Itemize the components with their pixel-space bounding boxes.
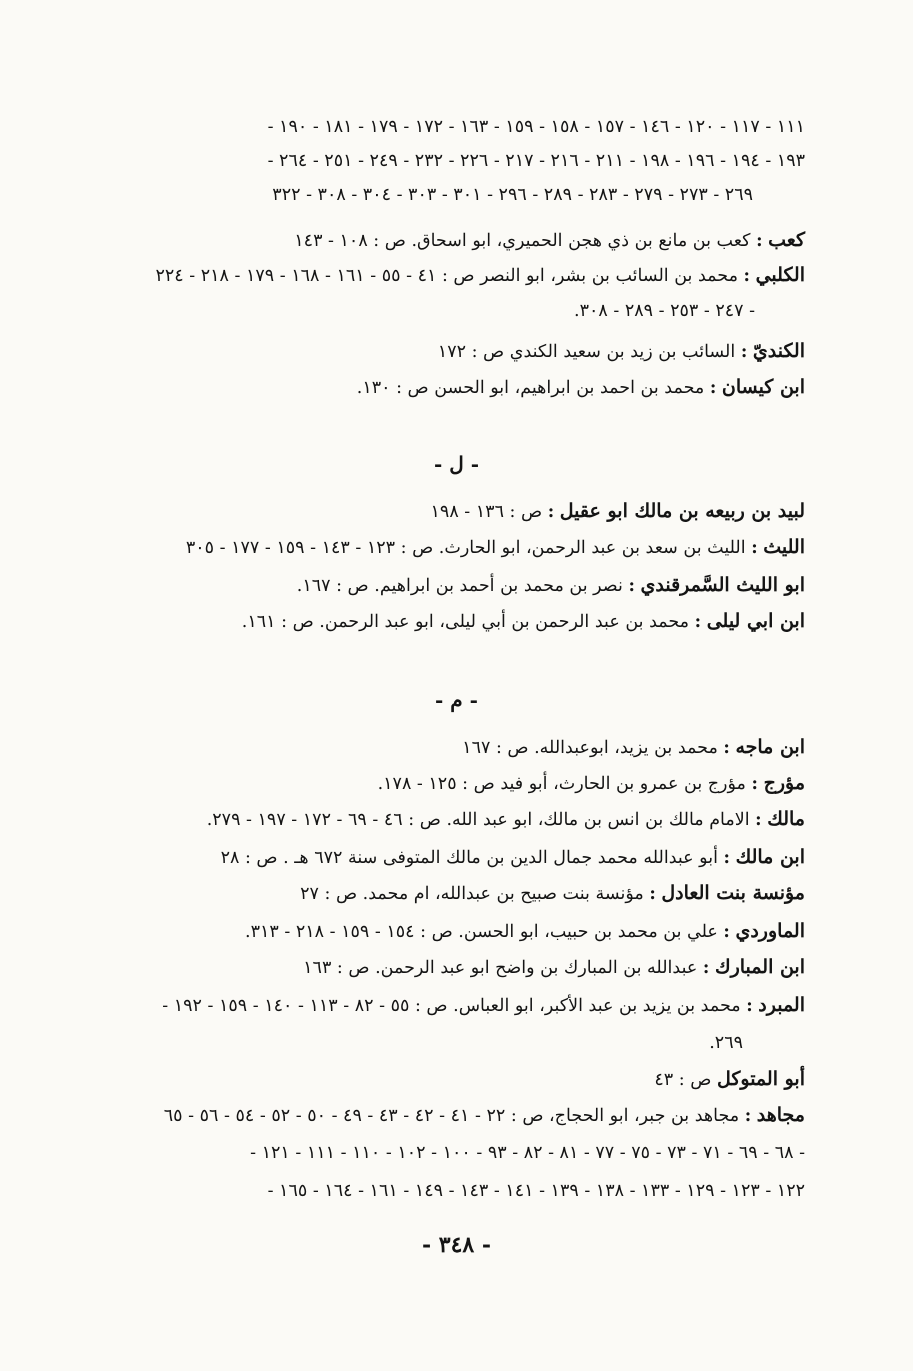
entry-separator: :: [709, 378, 717, 398]
entry-separator: :: [744, 1106, 752, 1126]
page-refs: - ٦٨ - ٦٩ - ٧١ - ٧٣ - ٧٥ - ٧٧ - ٨١ - ٨٢ - ٩٣ - ١٠٠ - ١٠٢ - ١١٠ - ١١١ - ١٢١ -: [250, 1143, 805, 1163]
entry-separator: :: [723, 738, 730, 758]
index-entry: [378, 770, 805, 797]
index-entry: [245, 918, 805, 945]
section-heading-mim: - م -: [435, 688, 478, 712]
entry-text: مجاهد بن جبر، ابو الحجاج، ص : ٢٢ - ٤١ - ٤٢ - ٤٣ - ٤٩ - ٥٠ - ٥٢ - ٥٤ - ٥٦ - ٦٥: [163, 1106, 740, 1126]
entry-text: محمد بن السائب بن بشر، ابو النصر ص : ٤١ - ٥٥ - ١٦١ - ١٦٨ - ١٧٩ - ٢١٨ - ٢٢٤: [155, 266, 738, 286]
index-line: [268, 114, 805, 140]
index-line: [709, 1030, 743, 1056]
index-line: [272, 182, 753, 208]
entry-name: مؤنسة بنت العادل: [661, 882, 805, 904]
entry-name: ابن المبارك: [714, 956, 805, 978]
entry-name: لبيد بن ربيعه بن مالك ابو عقيل: [559, 500, 805, 522]
entry-name: ابن ماجه: [735, 736, 805, 758]
entry-name: ابن ابي ليلى: [706, 610, 805, 632]
entry-separator: :: [723, 848, 730, 868]
entry-separator: :: [628, 576, 635, 596]
entry-separator: :: [547, 502, 555, 522]
entry-text: محمد بن عبد الرحمن بن أبي ليلى، ابو عبد الرحمن. ص : ١٦١.: [241, 612, 690, 632]
entry-text: نصر بن محمد بن أحمد بن ابراهيم. ص : ١٦٧.: [296, 576, 623, 596]
index-entry: [162, 992, 805, 1019]
entry-text: الامام مالك بن انس بن مالك، ابو عبد الله. ص : ٤٦ - ٦٩ - ١٧٢ - ١٩٧ - ٢٧٩.: [206, 810, 750, 830]
entry-separator: :: [723, 922, 730, 942]
entry-separator: :: [755, 810, 762, 830]
entry-separator: :: [740, 342, 748, 362]
page-number: - ٣٤٨ -: [421, 1232, 492, 1258]
index-entry: [164, 1102, 805, 1129]
index-entry: [431, 498, 805, 525]
index-entry: [654, 1066, 805, 1093]
entry-text: أبو عبدالله محمد جمال الدين بن مالك المتوفى سنة ٦٧٢ هـ . ص : ٢٨: [220, 848, 718, 868]
index-entry: [294, 227, 805, 254]
entry-separator: :: [746, 996, 753, 1016]
entry-name: كعب: [768, 229, 805, 251]
page-refs: ١٢٢ - ١٢٣ - ١٢٩ - ١٣٣ - ١٣٨ - ١٣٩ - ١٤١ - ١٤٣ - ١٤٩ - ١٦١ - ١٦٤ - ١٦٥ -: [267, 1181, 805, 1201]
index-entry: [186, 534, 805, 561]
entry-separator: :: [702, 958, 710, 978]
entry-name: مؤرج: [763, 772, 805, 794]
entry-text: علي بن محمد بن حبيب، ابو الحسن. ص : ١٥٤ - ١٥٩ - ٢١٨ - ٣١٣.: [245, 922, 718, 942]
section-heading-lam: - ل -: [433, 452, 480, 476]
entry-name: المبرد: [758, 994, 805, 1016]
entry-name: الكلبي: [755, 264, 805, 286]
index-entry: [303, 954, 805, 981]
entry-text: محمد بن يزيد، ابوعبدالله. ص : ١٦٧: [462, 738, 718, 758]
entry-separator: :: [751, 774, 758, 794]
entry-separator: :: [694, 612, 702, 632]
index-entry: [207, 806, 805, 833]
page-refs: ٢٦٩.: [709, 1033, 743, 1053]
entry-name: الليث: [763, 536, 805, 558]
entry-text: الليث بن سعد بن عبد الرحمن، ابو الحارث. ص : ١٢٣ - ١٤٣ - ١٥٩ - ١٧٧ - ٣٠٥: [185, 538, 746, 558]
index-entry: [462, 734, 805, 761]
entry-name: الكنديّ: [752, 340, 805, 362]
entry-name: ابو الليث السَّمرقندي: [640, 574, 805, 596]
index-entry: [438, 338, 805, 365]
entry-separator: :: [649, 884, 656, 904]
entry-separator: :: [743, 266, 750, 286]
index-line: [268, 1178, 805, 1204]
entry-name: مالك: [767, 808, 805, 830]
index-entry: [221, 844, 805, 871]
entry-name: ابن كيسان: [721, 376, 805, 398]
page-refs: ١١١ - ١١٧ - ١٢٠ - ١٤٦ - ١٥٧ - ١٥٨ - ١٥٩ - ١٦٣ - ١٧٢ - ١٧٩ - ١٨١ - ١٩٠ -: [267, 117, 805, 137]
entry-text: عبدالله بن المبارك بن واضح ابو عبد الرحمن. ص : ١٦٣: [303, 958, 698, 978]
entry-text: السائب بن زيد بن سعيد الكندي ص : ١٧٢: [437, 342, 736, 362]
index-line: [250, 1140, 805, 1166]
index-entry: [155, 262, 805, 289]
index-entry: [300, 880, 805, 907]
page-refs: ١٩٣ - ١٩٤ - ١٩٦ - ١٩٨ - ٢١١ - ٢١٦ - ٢١٧ - ٢٢٦ - ٢٣٢ - ٢٤٩ - ٢٥١ - ٢٦٤ -: [267, 151, 805, 171]
entry-separator: :: [756, 231, 763, 251]
entry-name: ابن مالك: [735, 846, 805, 868]
page-refs: ٢٦٩ - ٢٧٣ - ٢٧٩ - ٢٨٣ - ٢٨٩ - ٢٩٦ - ٣٠١ - ٣٠٣ - ٣٠٤ - ٣٠٨ - ٣٢٢: [272, 185, 753, 205]
entry-name: أبو المتوكل: [716, 1068, 805, 1090]
entry-separator: :: [751, 538, 758, 558]
entry-text: محمد بن احمد بن ابراهيم، ابو الحسن ص : ١٣٠.: [356, 378, 705, 398]
index-line: [574, 298, 755, 324]
entry-text: مؤنسة بنت صبيح بن عبدالله، ام محمد. ص : ٢٧: [300, 884, 644, 904]
index-entry: [357, 374, 805, 401]
entry-text: مؤرج بن عمرو بن الحارث، أبو فيد ص : ١٢٥ - ١٧٨.: [377, 774, 746, 794]
entry-name: مجاهد: [756, 1104, 805, 1126]
entry-text: كعب بن مانع بن ذي هجن الحميري، ابو اسحاق. ص : ١٠٨ - ١٤٣: [294, 231, 751, 251]
index-entry: [242, 608, 805, 635]
entry-text: ص : ٤٣: [654, 1070, 712, 1090]
page-refs: - ٢٤٧ - ٢٥٣ - ٢٨٩ - ٣٠٨.: [573, 301, 755, 321]
entry-name: الماوردي: [735, 920, 805, 942]
entry-text: ص : ١٣٦ - ١٩٨: [430, 502, 543, 522]
index-line: [268, 148, 805, 174]
entry-text: محمد بن يزيد بن عبد الأكبر، ابو العباس. ص : ٥٥ - ٨٢ - ١١٣ - ١٤٠ - ١٥٩ - ١٩٢ -: [162, 996, 741, 1016]
index-entry: [297, 572, 805, 599]
